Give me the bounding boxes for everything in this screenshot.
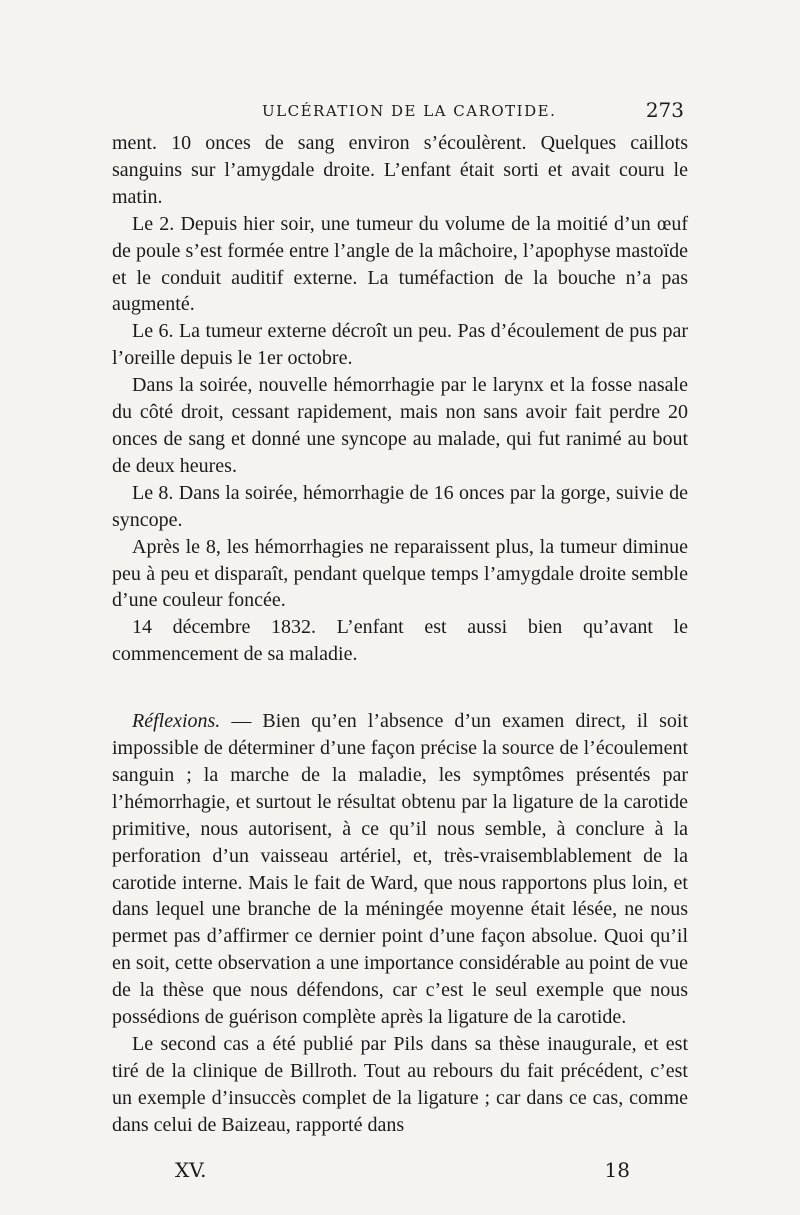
reflexions-paragraph bbox=[112, 708, 688, 1031]
paragraph: 14 décembre 1832. L’enfant est aussi bien qu’avant le commencement de sa maladie. bbox=[112, 616, 688, 666]
paragraph: Le 2. Depuis hier soir, une tumeur du volume de la moitié d’un œuf de poule s’est formée entre l’angle de la mâchoire, l’apophyse mastoïde et le conduit auditif externe. La tuméfaction de la bouche n’a pas augmenté. bbox=[112, 212, 688, 316]
paragraph: Dans la soirée, nouvelle hémorrhagie par le larynx et la fosse nasale du côté droit, cessant rapidement, mais non sans avoir fait perdre 20 onces de sang et donné une syncope au malade, qui fut ranimé au bout de deux heures. bbox=[112, 374, 688, 477]
running-title: ULCÉRATION DE LA CAROTIDE. bbox=[262, 102, 557, 120]
paragraph: Le second cas a été publié par Pils dans sa thèse inaugurale, et est tiré de la clinique de Billroth. Tout au rebours du fait précédent, c’est un exemple d’insuccès complet de la ligature ; car dans ce cas, comme dans celui de Baizeau, rapporté dans bbox=[112, 1033, 688, 1136]
sheet-number: 18 bbox=[604, 1158, 630, 1182]
paragraph: Le 6. La tumeur externe décroît un peu. Pas d’écoulement de pus par l’oreille depuis le 1er octobre. bbox=[112, 320, 688, 370]
body-text bbox=[112, 130, 688, 1139]
paragraph: Après le 8, les hémorrhagies ne reparaissent plus, la tumeur diminue peu à peu et disparaît, pendant quelque temps l’amygdale droite semble d’une couleur foncée. bbox=[112, 535, 688, 612]
reflexions-label: Réflexions. bbox=[132, 710, 221, 733]
page-number: 273 bbox=[645, 98, 684, 122]
page-footer bbox=[175, 1158, 630, 1184]
signature-mark: XV. bbox=[175, 1158, 207, 1182]
reflexions-text: — Bien qu’en l’absence d’un examen direct, il soit impossible de déterminer d’une façon précise la source de l’écoulement sanguin ; la marche de la maladie, les symptômes présentés par l’hémorrhagie, et surtout le résultat obtenu par la ligature de la carotide primitive, nous autorisent, à ce qu’il nous semble, à conclure à la perforation d’un vaisseau artériel, et, très-vraisemblablement de la carotide interne. Mais le fait de Ward, que nous rapportons plus loin, et dans lequel une branche de la méningée moyenne était lésée, ne nous permet pas d’affirmer ce dernier point d’une façon absolue. Quoi qu’il en soit, cette observation a une importance considérable au point de vue de la thèse que nous défendons, car c’est le seul exemple que nous possédions de guérison complète après la ligature de la carotide. bbox=[112, 710, 688, 1029]
paragraph: Le 8. Dans la soirée, hémorrhagie de 16 onces par la gorge, suivie de syncope. bbox=[112, 481, 688, 531]
paragraph: ment. 10 onces de sang environ s’écoulèrent. Quelques caillots sanguins sur l’amygdale droite. L’enfant était sorti et avait couru le matin. bbox=[112, 132, 688, 208]
page-header bbox=[112, 98, 684, 126]
